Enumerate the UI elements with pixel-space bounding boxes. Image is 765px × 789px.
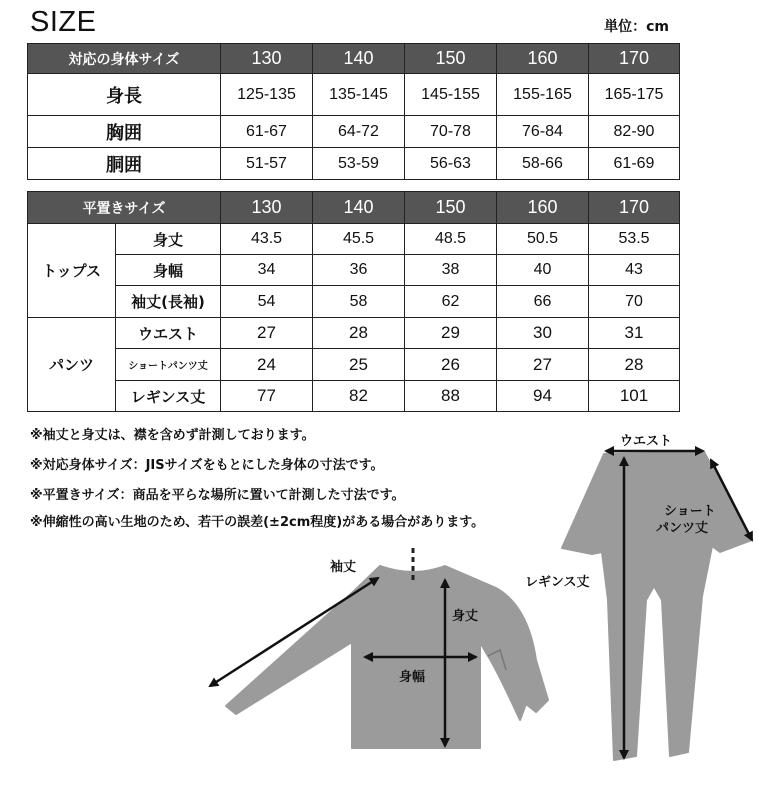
pants-silhouette <box>562 452 752 760</box>
table-cell: 135-145 <box>313 74 405 116</box>
body-length-label: 身丈 <box>452 609 479 624</box>
note-tolerance: ※伸縮性の高い生地のため、若干の誤差(±2cm程度)がある場合があります。 <box>30 515 485 530</box>
table-cell: 40 <box>497 255 589 286</box>
leggings-length-label: レギンス丈 <box>525 575 590 590</box>
note-measurement: ※袖丈と身丈は、襟を含めず計測しております。 <box>30 428 315 443</box>
size-header: 160 <box>497 44 589 74</box>
group-label-tops: トップス <box>28 224 116 318</box>
table-cell: 77 <box>221 381 313 412</box>
table-cell: 43.5 <box>221 224 313 255</box>
table-cell: 43 <box>589 255 680 286</box>
table-cell: 70 <box>589 286 680 318</box>
size-header: 160 <box>497 192 589 224</box>
row-label: ウエスト <box>116 318 221 349</box>
group-label-pants: パンツ <box>28 318 116 412</box>
table-cell: 38 <box>405 255 497 286</box>
table-cell: 29 <box>405 318 497 349</box>
table-cell: 45.5 <box>313 224 405 255</box>
table-cell: 88 <box>405 381 497 412</box>
size-header: 130 <box>221 44 313 74</box>
table-cell: 62 <box>405 286 497 318</box>
note-jis: ※対応身体サイズ：JISサイズをもとにした身体の寸法です。 <box>30 458 384 473</box>
table-cell: 155-165 <box>497 74 589 116</box>
table-cell: 61-69 <box>589 148 680 180</box>
table-cell: 27 <box>497 349 589 381</box>
table-cell: 27 <box>221 318 313 349</box>
table2-header: 平置きサイズ <box>28 192 221 224</box>
table-cell: 58 <box>313 286 405 318</box>
size-header: 150 <box>405 192 497 224</box>
table-cell: 53.5 <box>589 224 680 255</box>
table-cell: 51-57 <box>221 148 313 180</box>
row-label: レギンス丈 <box>116 381 221 412</box>
row-label-chest: 胸囲 <box>28 116 221 148</box>
table-cell: 24 <box>221 349 313 381</box>
table-cell: 70-78 <box>405 116 497 148</box>
row-label: 袖丈(長袖) <box>116 286 221 318</box>
short-pants-label-line2: パンツ丈 <box>656 521 709 536</box>
waist-label: ウエスト <box>620 434 673 449</box>
table-cell: 58-66 <box>497 148 589 180</box>
row-label: 身丈 <box>116 224 221 255</box>
table-cell: 34 <box>221 255 313 286</box>
table-cell: 82 <box>313 381 405 412</box>
table-cell: 64-72 <box>313 116 405 148</box>
table-cell: 145-155 <box>405 74 497 116</box>
table-cell: 50.5 <box>497 224 589 255</box>
table-cell: 82-90 <box>589 116 680 148</box>
size-header: 170 <box>589 192 680 224</box>
note-flat: ※平置きサイズ：商品を平らな場所に置いて計測した寸法です。 <box>30 488 405 503</box>
size-header: 150 <box>405 44 497 74</box>
table-cell: 25 <box>313 349 405 381</box>
short-pants-label-line1: ショート <box>664 504 716 519</box>
sleeve-length-label: 袖丈 <box>330 560 357 575</box>
table-cell: 94 <box>497 381 589 412</box>
size-header: 140 <box>313 44 405 74</box>
size-header: 140 <box>313 192 405 224</box>
size-header: 130 <box>221 192 313 224</box>
table-cell: 66 <box>497 286 589 318</box>
table-cell: 30 <box>497 318 589 349</box>
table-cell: 125-135 <box>221 74 313 116</box>
table-cell: 28 <box>313 318 405 349</box>
table-cell: 165-175 <box>589 74 680 116</box>
table-cell: 61-67 <box>221 116 313 148</box>
body-width-label: 身幅 <box>399 670 426 685</box>
table-cell: 31 <box>589 318 680 349</box>
row-label: 身幅 <box>116 255 221 286</box>
table-cell: 48.5 <box>405 224 497 255</box>
table-cell: 36 <box>313 255 405 286</box>
page-title: SIZE <box>30 6 97 38</box>
row-label-waist: 胴囲 <box>28 148 221 180</box>
row-label-height: 身長 <box>28 74 221 116</box>
size-header: 170 <box>589 44 680 74</box>
table-cell: 26 <box>405 349 497 381</box>
table-cell: 28 <box>589 349 680 381</box>
row-label: ショートパンツ丈 <box>116 349 221 381</box>
table-cell: 101 <box>589 381 680 412</box>
table-cell: 56-63 <box>405 148 497 180</box>
table-cell: 54 <box>221 286 313 318</box>
table-cell: 76-84 <box>497 116 589 148</box>
table1-header: 対応の身体サイズ <box>28 44 221 74</box>
table-cell: 53-59 <box>313 148 405 180</box>
unit-label: 単位：cm <box>604 19 669 35</box>
